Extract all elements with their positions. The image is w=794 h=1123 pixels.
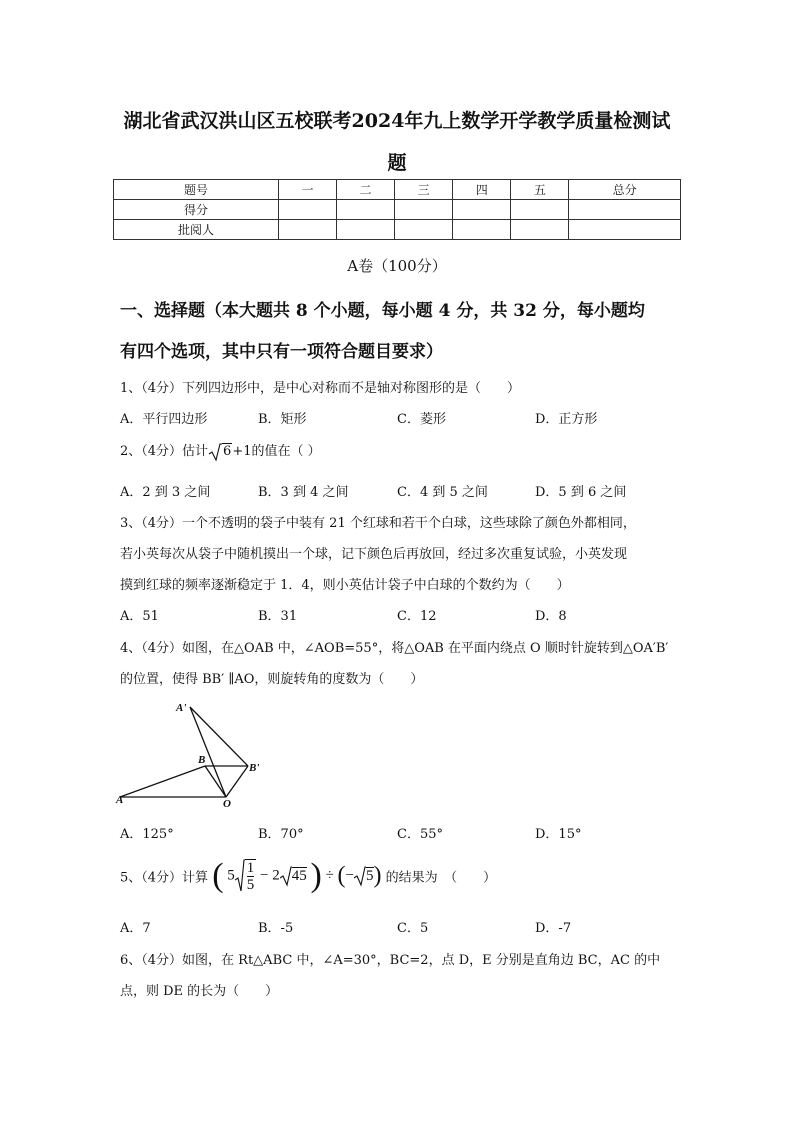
radical-sign-icon [235,858,245,894]
q4-option-d[interactable]: D．15° [535,827,582,842]
q5-fraction [245,859,257,893]
q5-minus: − [260,867,269,884]
score-cell[interactable] [511,200,569,220]
section1-heading-line2: 有四个选项，其中只有一项符合题目要求） [120,342,443,362]
segment-a-prime-o [190,707,226,797]
q1-option-a[interactable]: A．平行四边形 [120,412,208,427]
reviewer-cell[interactable] [279,220,337,240]
sqrt-expression [208,442,232,462]
q5-coef2: 2 [272,867,280,884]
score-table-header-row [114,180,681,200]
document-title-line1: 湖北省武汉洪山区五校联考2024年九上数学开学教学质量检测试 [123,110,671,132]
q4-line1: 4、（4分）如图，在△OAB 中，∠AOB=55°，将△OAB 在平面内绕点 O 顺时针旋转到△OA′B′ [120,641,669,656]
q1-text: 1、（4分）下列四边形中，是中心对称而不是轴对称图形的是（ ） [120,381,521,396]
q5-neg: − [345,867,355,884]
q6-line2: 点，则 DE 的长为（ ） [120,984,279,999]
score-row-label: 得分 [114,200,279,220]
q5-prefix: 5、（4分）计算 [120,870,209,886]
section-heading: A卷（100分） [347,257,447,275]
right-paren-icon: ) [310,857,322,894]
score-header-cell: 三 [395,180,453,200]
score-table-score-row [114,200,681,220]
left-paren-icon: ( [337,862,346,889]
q3-option-c[interactable]: C．12 [397,609,437,624]
reviewer-row-label: 批阅人 [114,220,279,240]
score-table [113,179,681,240]
score-cell[interactable] [395,200,453,220]
q5-frac-den: 5 [246,877,255,893]
q3-line3: 摸到红球的频率逐渐稳定于 1．4，则小英估计袋子中白球的个数约为（ ） [120,578,570,593]
radical-sign-icon [354,865,366,887]
right-paren-icon: ) [373,862,382,889]
q2-radicand: 6 [223,444,232,459]
figure-label-b: B [198,754,206,766]
q5-radicand3: 5 [366,867,374,884]
q5-div: ÷ [325,867,334,884]
q5-option-c[interactable]: C．5 [397,921,429,936]
score-header-cell: 总分 [569,180,681,200]
segment-ab [120,766,205,797]
q3-option-b[interactable]: B．31 [258,609,298,624]
document-title-line2: 题 [387,152,407,174]
score-table-reviewer-row [114,220,681,240]
q5-option-b[interactable]: B．-5 [258,921,294,936]
radical-sign-icon [208,442,222,462]
q2-plus: +1 [232,444,252,459]
radical-sign-icon [280,865,292,887]
score-header-cell: 题号 [114,180,279,200]
q5-frac-num: 1 [246,860,255,876]
q1-option-d[interactable]: D．正方形 [535,412,598,427]
score-header-cell: 五 [511,180,569,200]
q2-option-d[interactable]: D．5 到 6 之间 [535,485,627,500]
score-cell[interactable] [337,200,395,220]
q6-line1: 6、（4分）如图，在 Rt△ABC 中，∠A=30°，BC=2，点 D，E 分别是直角边 BC，AC 的中 [120,953,661,968]
q4-option-c[interactable]: C．55° [397,827,443,842]
q5-suffix: 的结果为 （ ） [385,870,497,886]
q5-option-d[interactable]: D．-7 [535,921,572,936]
q1-option-c[interactable]: C．菱形 [397,412,446,427]
segment-b-prime-o [226,766,248,797]
score-header-cell: 四 [453,180,511,200]
q2-text [120,440,321,462]
left-paren-icon: ( [212,857,224,894]
q2-suffix: 的值在（ ） [251,444,321,459]
score-header-cell: 一 [279,180,337,200]
reviewer-cell[interactable] [453,220,511,240]
q1-option-b[interactable]: B．矩形 [258,412,307,427]
reviewer-cell[interactable] [569,220,681,240]
score-header-cell: 二 [337,180,395,200]
figure-label-a: A [116,794,124,806]
q3-line1: 3、（4分）一个不透明的袋子中装有 21 个红球和若干个白球，这些球除了颜色外都相同， [120,516,636,531]
q3-option-a[interactable]: A．51 [120,609,159,624]
figure-label-b-prime: B' [249,762,260,774]
q3-option-d[interactable]: D．8 [535,609,567,624]
q5-text [120,857,496,897]
q2-option-a[interactable]: A．2 到 3 之间 [120,485,211,500]
score-cell[interactable] [279,200,337,220]
q4-line2: 的位置，使得 BB′ ∥AO，则旋转角的度数为（ ） [120,672,424,687]
q2-prefix: 2、（4分）估计 [120,444,209,459]
reviewer-cell[interactable] [511,220,569,240]
score-cell[interactable] [453,200,511,220]
q2-option-c[interactable]: C．4 到 5 之间 [397,485,488,500]
figure-label-o: O [223,798,231,809]
q2-option-b[interactable]: B．3 到 4 之间 [258,485,349,500]
section1-heading-line1: 一、选择题（本大题共 8 个小题，每小题 4 分，共 32 分，每小题均 [120,301,645,321]
q5-expression [212,857,381,895]
q4-rotation-figure [114,699,274,809]
q5-coef1: 5 [227,867,235,884]
reviewer-cell[interactable] [395,220,453,240]
q4-option-a[interactable]: A．125° [120,827,174,842]
figure-label-a-prime: A' [176,702,187,714]
reviewer-cell[interactable] [337,220,395,240]
score-cell[interactable] [569,200,681,220]
q3-line2: 若小英每次从袋子中随机摸出一个球，记下颜色后再放回，经过多次重复试验，小英发现 [120,547,628,562]
q5-option-a[interactable]: A．7 [120,921,151,936]
q4-option-b[interactable]: B．70° [258,827,304,842]
q5-radicand2: 45 [291,867,307,884]
